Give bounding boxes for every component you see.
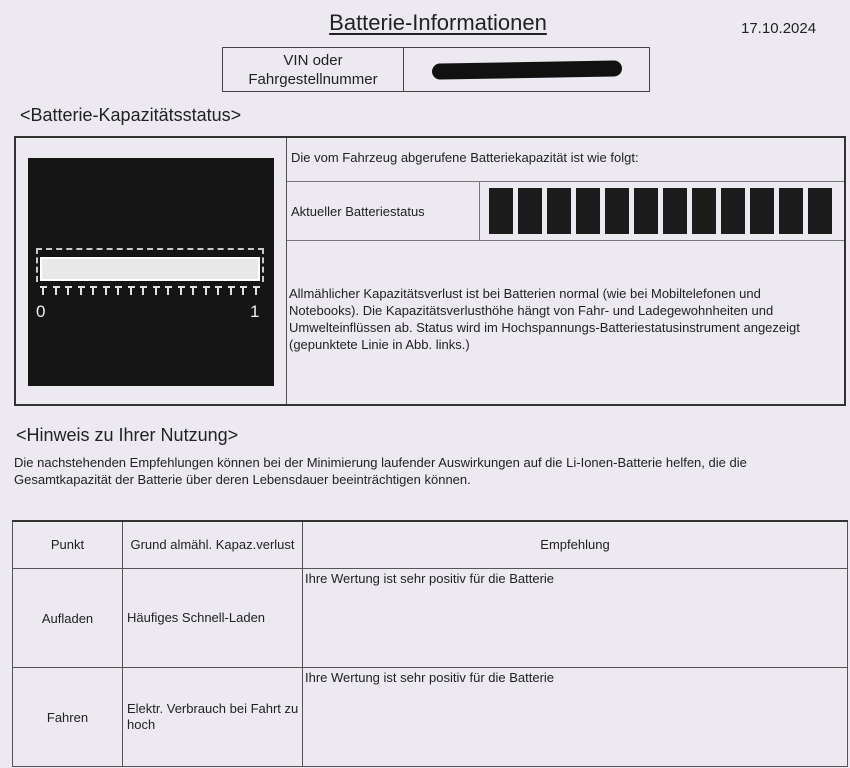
report-date: 17.10.2024: [741, 20, 817, 37]
battery-status-segment: [547, 188, 571, 234]
row-grund: Elektr. Verbrauch bei Fahrt zu hoch: [123, 668, 303, 767]
row-empfehlung: Ihre Wertung ist sehr positiv für die Batterie: [303, 569, 848, 668]
battery-status-segment: [489, 188, 513, 234]
column-header-punkt: Punkt: [13, 521, 123, 569]
battery-status-segment: [576, 188, 600, 234]
battery-status-segment: [692, 188, 716, 234]
capacity-info: [286, 138, 844, 404]
battery-status-segment: [518, 188, 542, 234]
battery-status-label: Aktueller Batteriestatus: [291, 204, 425, 219]
capacity-explanation: Allmählicher Kapazitätsverlust ist bei Batterien normal (wie bei Mobiltelefonen und Notebooks). Die Kapazitätsverlusthöhe hängt von Fahr- und Ladegewohnheiten und Umwelteinflüssen ab. Status wird im Hochspannungs-Batteriestatusinstrument angezeigt (gepunktete Linie in Abb. links.): [289, 286, 800, 352]
battery-gauge-image: [28, 158, 274, 386]
battery-status-segment: [634, 188, 658, 234]
column-header-empfehlung: Empfehlung: [303, 521, 848, 569]
column-header-grund: Grund almähl. Kapaz.verlust: [123, 521, 303, 569]
row-empfehlung: Ihre Wertung ist sehr positiv für die Batterie: [303, 668, 848, 767]
row-punkt: Fahren: [13, 668, 123, 767]
gauge-scale: [40, 286, 260, 298]
battery-status-row: [287, 182, 844, 241]
table-row: [13, 668, 848, 767]
recommendation-table: [12, 520, 848, 767]
vin-label: [223, 48, 404, 91]
gauge-max-label: 1: [250, 302, 260, 321]
vin-label-line1: VIN oder: [283, 51, 343, 69]
gauge-capacity-bar: [40, 257, 260, 281]
battery-status-segment: [663, 188, 687, 234]
row-grund: Häufiges Schnell-Laden: [123, 569, 303, 668]
usage-heading: <Hinweis zu Ihrer Nutzung>: [16, 425, 239, 445]
battery-status-segment: [779, 188, 803, 234]
usage-intro: Die nachstehenden Empfehlungen können bei der Minimierung laufender Auswirkungen auf die Li-Ionen-Batterie helfen, die die Gesamtkapazität der Batterie über deren Lebensdauer beeinträchtigen können.: [14, 455, 747, 487]
page-title: Batterie-Informationen: [329, 10, 547, 35]
battery-status-bars: [489, 188, 832, 234]
table-row: [13, 569, 848, 668]
capacity-intro: Die vom Fahrzeug abgerufene Batteriekapazität ist wie folgt:: [287, 138, 844, 182]
capacity-status-box: [14, 136, 846, 406]
vin-box: [222, 47, 650, 92]
table-header-row: [13, 521, 848, 569]
vin-label-line2: Fahrgestellnummer: [248, 70, 378, 88]
battery-status-segment: [721, 188, 745, 234]
capacity-heading: <Batterie-Kapazitätsstatus>: [20, 105, 242, 125]
gauge-min-label: 0: [36, 302, 46, 321]
vin-redaction: [432, 60, 622, 79]
battery-status-segment: [808, 188, 832, 234]
row-punkt: Aufladen: [13, 569, 123, 668]
battery-status-segment: [750, 188, 774, 234]
vin-value: [404, 48, 649, 91]
battery-status-segment: [605, 188, 629, 234]
